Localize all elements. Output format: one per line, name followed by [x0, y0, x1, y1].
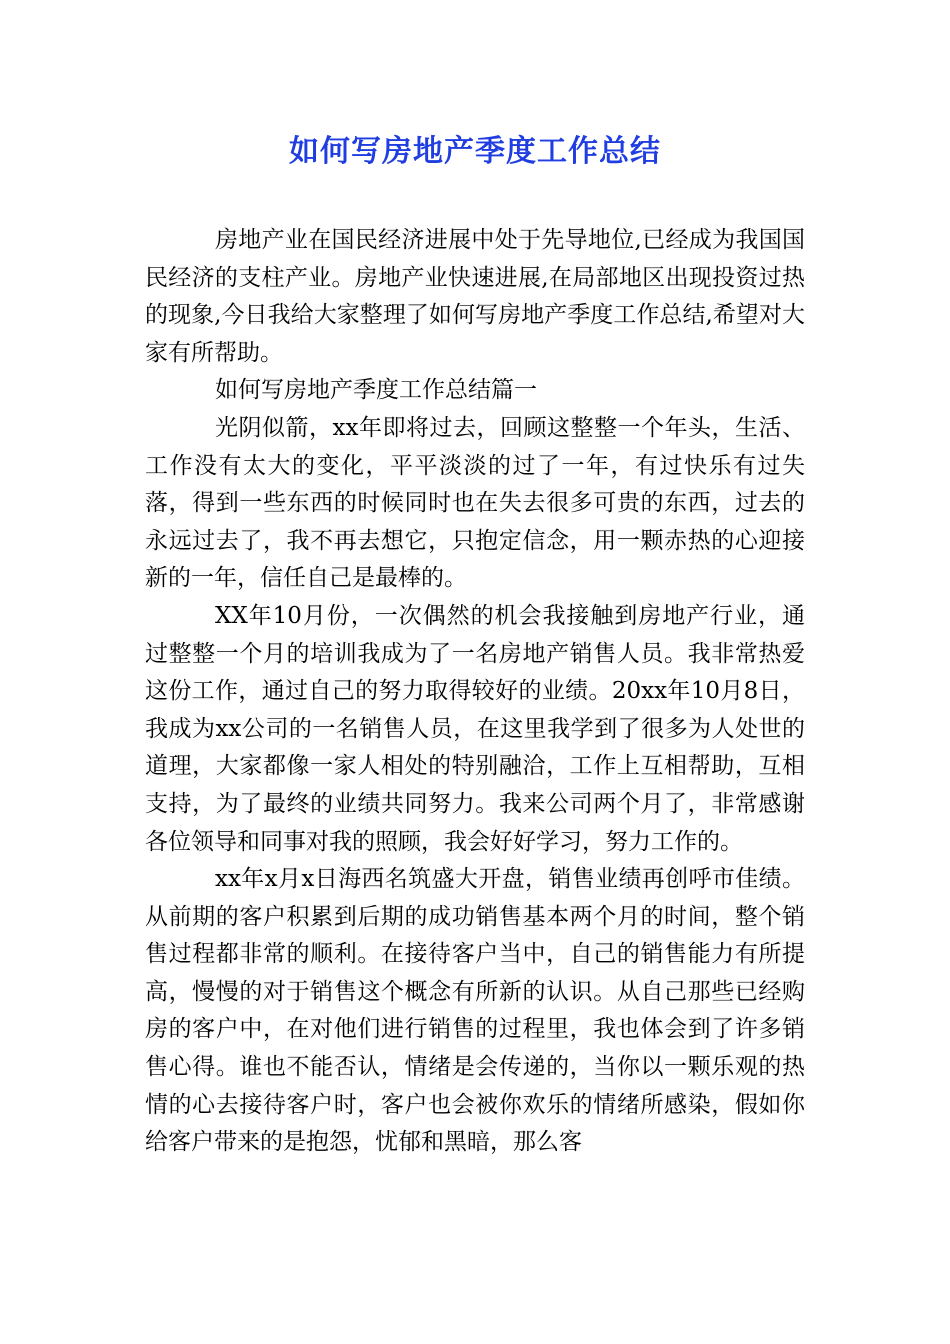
document-title: 如何写房地产季度工作总结: [289, 134, 661, 169]
document-body: [145, 222, 805, 1162]
section-heading: 如何写房地产季度工作总结篇一: [215, 377, 537, 404]
body-paragraph-2: XX年10月份，一次偶然的机会我接触到房地产行业，通过整整一个月的培训我成为了一名房地产销售人员。我非常热爱这份工作，通过自己的努力取得较好的业绩。20xx年10月8日，我成为xx公司的一名销售人员，在这里我学到了很多为人处世的道理，大家都像一家人相处的特别融洽，工作上互相帮助，互相支持，为了最终的业绩共同努力。我来公司两个月了，非常感谢各位领导和同事对我的照顾，我会好好学习，努力工作的。: [145, 602, 805, 855]
intro-paragraph: 房地产业在国民经济进展中处于先导地位,已经成为我国国民经济的支柱产业。房地产业快速进展,在局部地区出现投资过热的现象,今日我给大家整理了如何写房地产季度工作总结,希望对大家有所帮助。: [145, 227, 805, 366]
body-paragraph-3: xx年x月x日海西名筑盛大开盘，销售业绩再创呼市佳绩。从前期的客户积累到后期的成功销售基本两个月的时间，整个销售过程都非常的顺利。在接待客户当中，自己的销售能力有所提高，慢慢的对于销售这个概念有所新的认识。从自己那些已经购房的客户中，在对他们进行销售的过程里，我也体会到了许多销售心得。谁也不能否认，情绪是会传递的，当你以一颗乐观的热情的心去接待客户时，客户也会被你欢乐的情绪所感染，假如你给客户带来的是抱怨，忧郁和黑暗，那么客: [145, 866, 805, 1156]
body-paragraph-1: 光阴似箭，xx年即将过去，回顾这整整一个年头，生活、工作没有太大的变化，平平淡淡的过了一年，有过快乐有过失落，得到一些东西的时候同时也在失去很多可贵的东西，过去的永远过去了，我不再去想它，只抱定信念，用一颗赤热的心迎接新的一年，信任自己是最棒的。: [145, 414, 805, 592]
